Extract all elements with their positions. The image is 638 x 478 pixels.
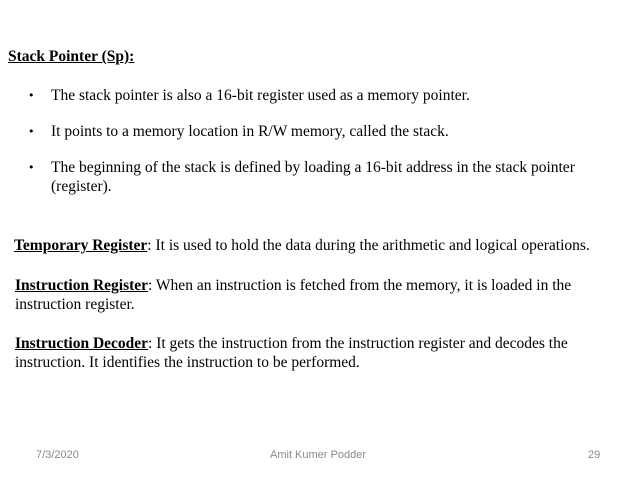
instruction-register-definition xyxy=(15,276,633,314)
bullet-icon: • xyxy=(28,89,35,102)
definition-text: : It gets the instruction from the instruction register and decodes the instruction. It identifies the instruction to be performed. xyxy=(15,335,568,371)
bullet-text: It points to a memory location in R/W memory, called the stack. xyxy=(51,123,449,140)
bullet-icon: • xyxy=(28,161,35,174)
footer-author: Amit Kumer Podder xyxy=(270,449,366,461)
temporary-register-definition xyxy=(14,236,632,255)
definition-text: : It is used to hold the data during the arithmetic and logical operations. xyxy=(147,237,590,254)
bullet-icon: • xyxy=(28,125,35,138)
instruction-decoder-definition xyxy=(15,334,633,372)
bullet-text: The beginning of the stack is defined by loading a 16-bit address in the stack pointer (register). xyxy=(51,159,575,195)
bullet-item xyxy=(28,122,628,141)
bullet-item xyxy=(28,158,628,196)
stack-pointer-heading: Stack Pointer (Sp): xyxy=(8,48,135,65)
definition-term: Instruction Decoder xyxy=(15,335,149,352)
bullet-text: The stack pointer is also a 16-bit register used as a memory pointer. xyxy=(51,87,470,104)
definition-term: Temporary Register xyxy=(14,237,148,254)
definition-term: Instruction Register xyxy=(15,277,149,294)
definition-text: : When an instruction is fetched from the memory, it is loaded in the instruction register. xyxy=(15,277,572,313)
bullet-item xyxy=(28,86,628,105)
footer-date: 7/3/2020 xyxy=(36,449,79,461)
footer-page-number: 29 xyxy=(588,449,601,461)
